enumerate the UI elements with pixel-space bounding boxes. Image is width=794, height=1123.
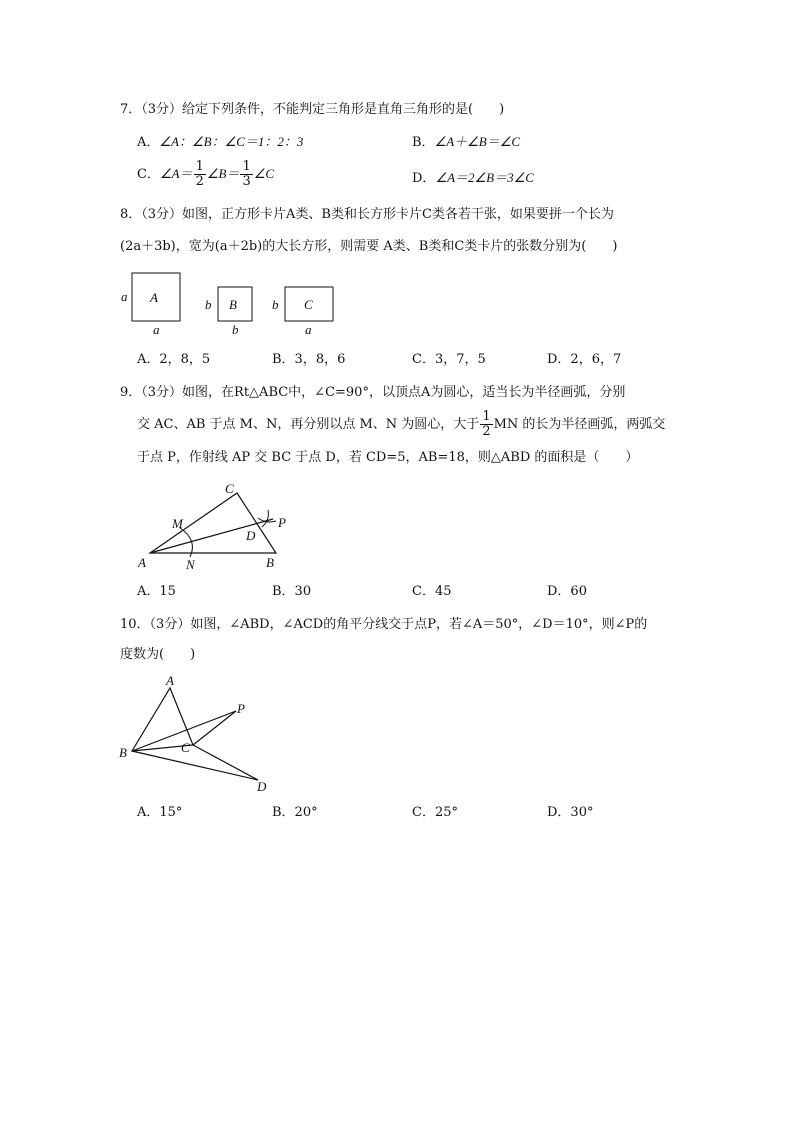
- q9-label-a: A: [138, 555, 146, 570]
- q9-label-p: P: [278, 515, 286, 530]
- q9-label-m: M: [172, 516, 183, 531]
- q7-choice-d-label: D．: [412, 171, 436, 186]
- q7-choice-b-label: B．: [412, 135, 435, 150]
- q9-label-c: C: [225, 481, 234, 496]
- q8-choice-c[interactable]: C．3，7，5: [412, 352, 486, 367]
- q8-card-c-label: C: [304, 297, 313, 312]
- q7-choice-c-pre: ∠A＝: [159, 166, 193, 181]
- q9-stem-line3: 于点 P，作射线 AP 交 BC 于点 D，若 CD=5，AB=18，则△ABD 的面积是（ ）: [137, 450, 639, 465]
- q8-card-b-side-left: b: [205, 297, 212, 312]
- q7-choice-a-text: ∠A：∠B：∠C＝1：2：3: [159, 134, 304, 149]
- q9-choice-a[interactable]: A．15: [137, 584, 176, 599]
- q9-label-b: B: [266, 555, 274, 570]
- q8-choice-b[interactable]: B．3，8，6: [272, 352, 346, 367]
- q10-choice-d[interactable]: D．30°: [547, 805, 594, 820]
- q8-card-c-side-left: b: [272, 297, 279, 312]
- q9-stem-line2-pre: 交 AC、AB 于点 M、N，再分别以点 M、N 为圆心，大于: [137, 417, 480, 432]
- q8-card-c-side-bottom: a: [305, 322, 312, 337]
- q9-choice-d[interactable]: D．60: [547, 584, 587, 599]
- q10-choice-a[interactable]: A．15°: [137, 805, 183, 820]
- q7-c-frac1-den: 2: [195, 174, 204, 189]
- q9-stem-line2-post: MN 的长为半径画弧，两弧交: [493, 417, 666, 432]
- q7-c-frac2-den: 3: [242, 174, 251, 189]
- q8-choice-a[interactable]: A．2，8，5: [137, 352, 211, 367]
- q7-choice-c-post: ∠C: [253, 166, 275, 181]
- q7-choice-c-label: C．: [137, 167, 160, 182]
- q10-segment-cp: [193, 711, 236, 745]
- q8-card-a-side-left: a: [121, 289, 128, 304]
- q10-label-c: C: [181, 740, 190, 755]
- q8-card-a-label: A: [150, 290, 158, 305]
- q7-c-frac1-num: 1: [195, 159, 204, 174]
- q8-card-b-side-bottom: b: [232, 322, 239, 337]
- q7-stem: 7．（3分）给定下列条件，不能判定三角形是直角三角形的是( ): [120, 102, 505, 117]
- q10-label-b: B: [119, 745, 127, 760]
- q9-stem-line1: 9．（3分）如图，在Rt△ABC中，∠C=90°，以顶点A为圆心，适当长为半径画弧，分别: [120, 385, 626, 400]
- q8-stem-line1: 8．（3分）如图，正方形卡片A类、B类和长方形卡片C类各若干张，如果要拼一个长为: [120, 207, 614, 222]
- q10-choice-c[interactable]: C．25°: [412, 805, 458, 820]
- q8-card-b-label: B: [229, 297, 237, 312]
- q8-choice-d[interactable]: D．2，6，7: [547, 352, 622, 367]
- q7-c-frac2-num: 1: [242, 159, 251, 174]
- q8-card-a-side-bottom: a: [153, 322, 160, 337]
- q9-frac-den: 2: [482, 424, 491, 439]
- q10-stem-line1: 10．（3分）如图，∠ABD，∠ACD的角平分线交于点P，若∠A＝50°，∠D＝10°，则∠P的: [120, 617, 648, 632]
- q9-label-d: D: [246, 528, 256, 543]
- q10-choice-b[interactable]: B．20°: [272, 805, 318, 820]
- q10-label-d: D: [257, 779, 267, 794]
- q10-label-a: A: [166, 673, 174, 688]
- q7-choice-b-text: ∠A＋∠B＝∠C: [434, 134, 521, 149]
- q9-label-n: N: [186, 557, 195, 572]
- q10-segment-bd: [132, 751, 258, 780]
- q9-choice-b[interactable]: B．30: [272, 584, 312, 599]
- q10-stem-line2: 度数为( ): [120, 647, 196, 662]
- q7-choice-c-mid: ∠B＝: [206, 166, 240, 181]
- q9-choice-c[interactable]: C．45: [412, 584, 452, 599]
- q10-label-p: P: [237, 701, 245, 716]
- q8-stem-line2: (2a＋3b)，宽为(a＋2b)的大长方形，则需要 A类、B类和C类卡片的张数分别为( ): [120, 239, 618, 254]
- q9-frac-num: 1: [482, 409, 491, 424]
- q7-choice-d-text: ∠A＝2∠B＝3∠C: [435, 170, 534, 185]
- q7-choice-a-label: A．: [137, 135, 160, 150]
- q10-segment-cd: [193, 745, 258, 780]
